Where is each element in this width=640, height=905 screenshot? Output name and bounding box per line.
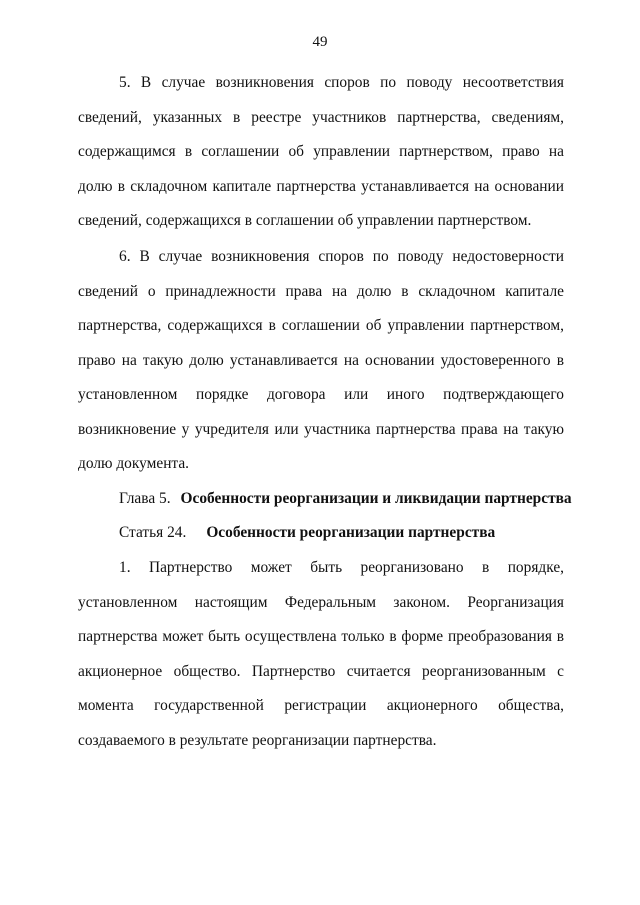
article-title: Особенности реорганизации партнерства [206,524,496,541]
chapter-title: Особенности реорганизации и ликвидации партнерства [180,490,572,507]
chapter-label: Глава 5. [119,490,171,507]
article-label: Статья 24. [119,524,187,541]
article-heading [119,523,495,543]
page-number: 49 [312,34,328,50]
paragraph-6: 6. В случае возникновения споров по поводу недостоверности сведений о принадлежности права на долю в складочном капитале партнерства, содержащихся в соглашении об управлении партнерством, право на такую долю устанавливается на основании удостоверенного в установленном порядке договора или иного подтверждающего возникновение у учредителя или участника партнерства права на такую долю документа. [78,248,564,472]
chapter-heading [119,489,572,509]
paragraph-5: 5. В случае возникновения споров по поводу несоответствия сведений, указанных в реестре участников партнерства, сведениям, содержащимся в соглашении об управлении партнерством, право на долю в складочном капитале партнерства устанавливается на основании сведений, содержащихся в соглашении об управлении партнерством. [78,74,564,229]
article-24-paragraph-1: 1. Партнерство может быть реорганизовано в порядке, установленном настоящим Федеральным законом. Реорганизация партнерства может быть осуществлена только в форме преобразования в акционерное общество. Партнерство считается реорганизованным с момента государственной регистрации акционерного общества, создаваемого в результате реорганизации партнерства. [78,559,564,749]
